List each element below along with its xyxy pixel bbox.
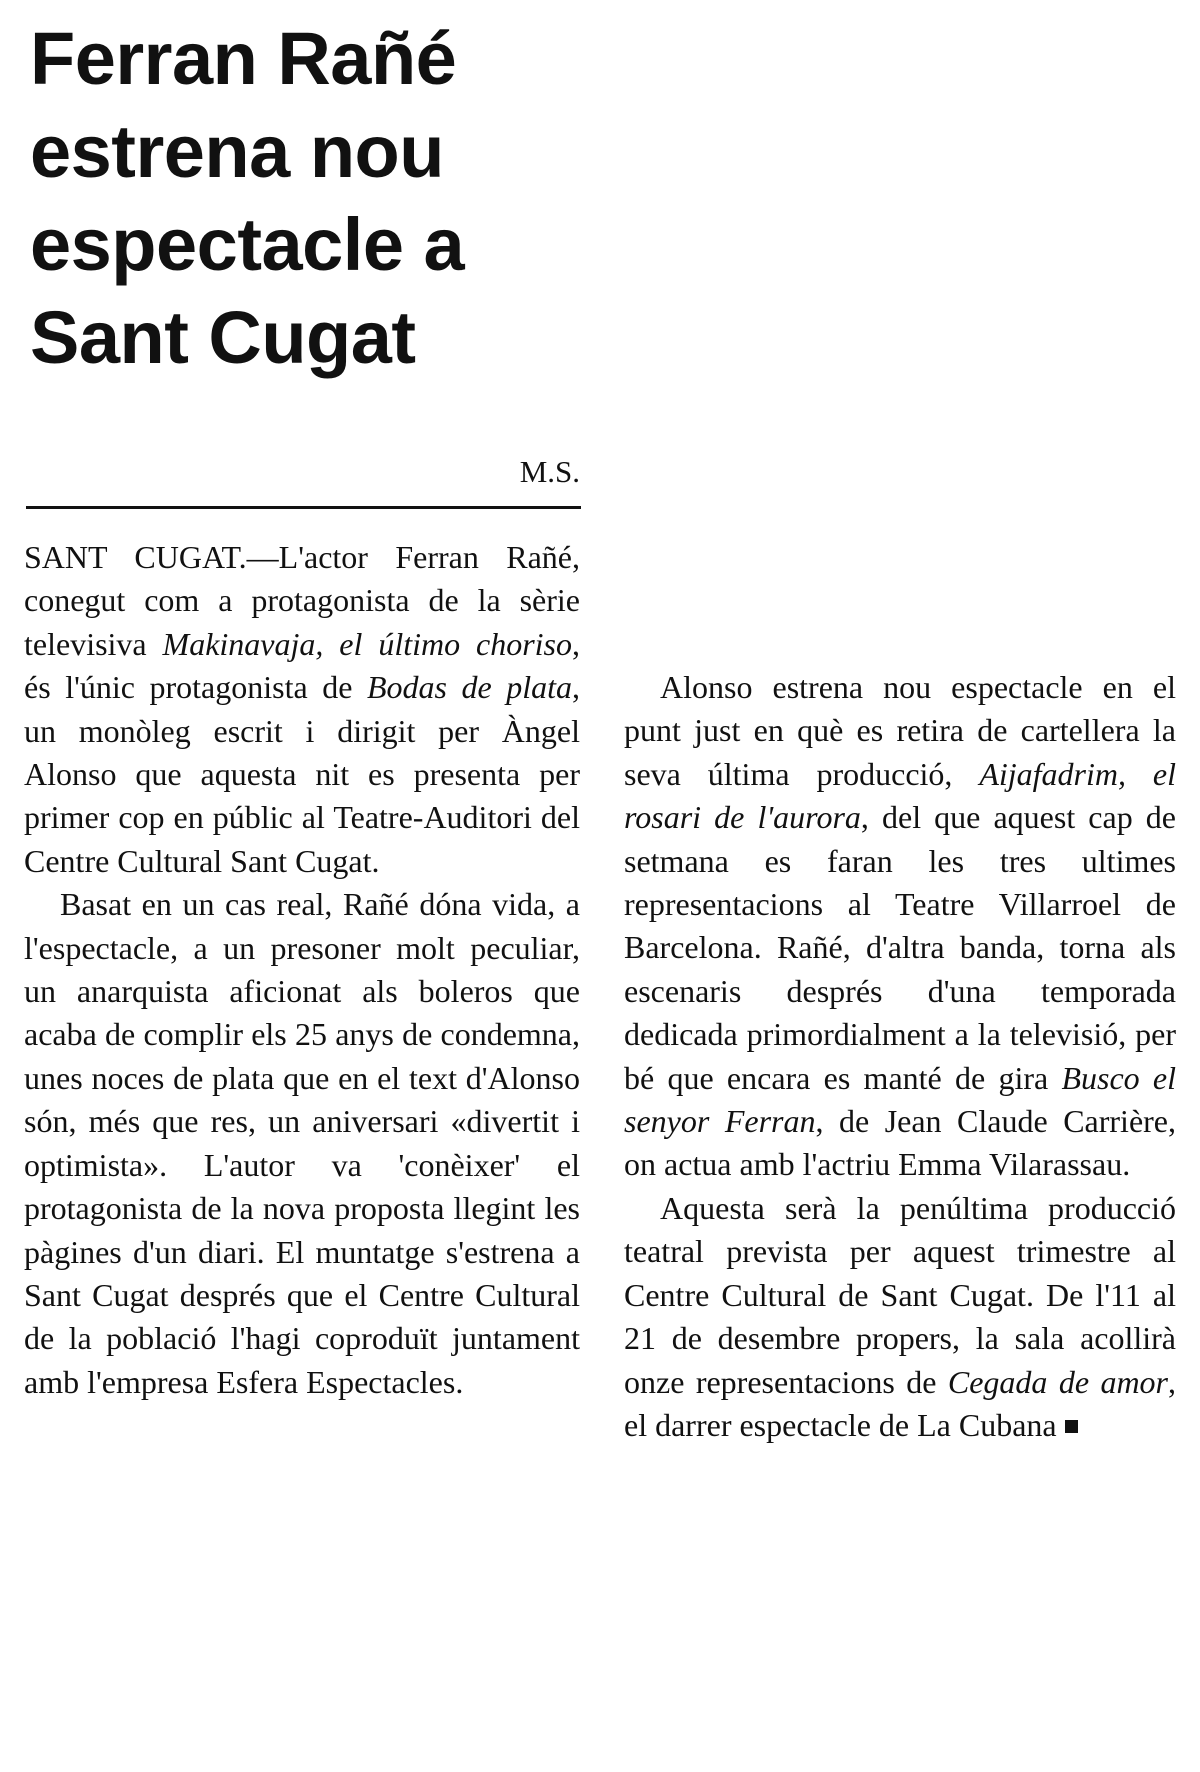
article-paragraph [24, 536, 580, 883]
byline: M.S. [519, 454, 580, 489]
work-title: Bodas de plata [366, 669, 573, 706]
text-run: Basat en un cas real, Rañé dóna vida, a l'espectacle, a un presoner molt peculiar, un anarquista aficionat als boleros que acaba de complir els 25 anys de condemna, unes noces de plata que en el text d'Alonso són, més que res, un aniversari «divertit i optimista». L'autor va 'conèixer' el protagonista de la nova proposta llegint les pàgines d'un diari. El muntatge s'estrena a Sant Cugat després que el Centre Cultural de la població l'hagi coproduït juntament amb l'empresa Esfera Espectacles. [24, 886, 580, 1400]
headline-line: Sant Cugat [30, 296, 416, 379]
article-paragraph [624, 1187, 1176, 1447]
headline-line: Ferran Rañé [30, 17, 457, 100]
article-column-left [24, 536, 580, 1404]
text-run: , el darrer espectacle de La Cubana [624, 1363, 1177, 1443]
article-paragraph [24, 883, 580, 1404]
article-paragraph [624, 666, 1176, 1187]
headline-line: estrena nou [30, 110, 444, 193]
article-column-right [624, 666, 1176, 1447]
work-title: Makinavaja, el último choriso [162, 625, 573, 662]
text-run: , un monòleg escrit i dirigit per Àngel Alonso que aquesta nit es presenta per primer cop en públic al Teatre-Auditori del Centre Cultural Sant Cugat. [24, 669, 581, 879]
text-run: , de Jean Claude Carrière, on actua amb l'actriu Emma Vilarassau. [624, 1103, 1177, 1183]
text-run: SANT CUGAT.—L'actor Ferran Rañé, conegut com a protagonista de la sèrie televisiva [24, 539, 580, 662]
text-run: Alonso estrena nou espectacle en el punt just en què es retira de cartellera la seva última producció, [624, 669, 1176, 792]
headline [30, 12, 590, 384]
work-title: Busco el senyor Ferran [624, 1059, 1177, 1140]
end-of-article-mark [1065, 1420, 1078, 1433]
text-run: Aquesta serà la penúltima producció teatral prevista per aquest trimestre al Centre Cultural de Sant Cugat. De l'11 al 21 de desembre propers, la sala acollirà onze representacions de [624, 1189, 1176, 1400]
byline-rule [26, 506, 581, 509]
text-run: , és l'únic protagonista de [24, 625, 581, 706]
headline-line: espectacle a [30, 203, 465, 286]
text-run: , del que aquest cap de setmana es faran les tres ultimes representacions al Teatre Villarroel de Barcelona. Rañé, d'altra banda, torna als escenaris després d'una temporada dedicada primordialment a la televisió, per bé que encara es manté de gira [624, 799, 1177, 1096]
work-title: Aijafadrim, el rosari de l'aurora [624, 755, 1177, 836]
work-title: Cegada de amor [947, 1363, 1169, 1400]
